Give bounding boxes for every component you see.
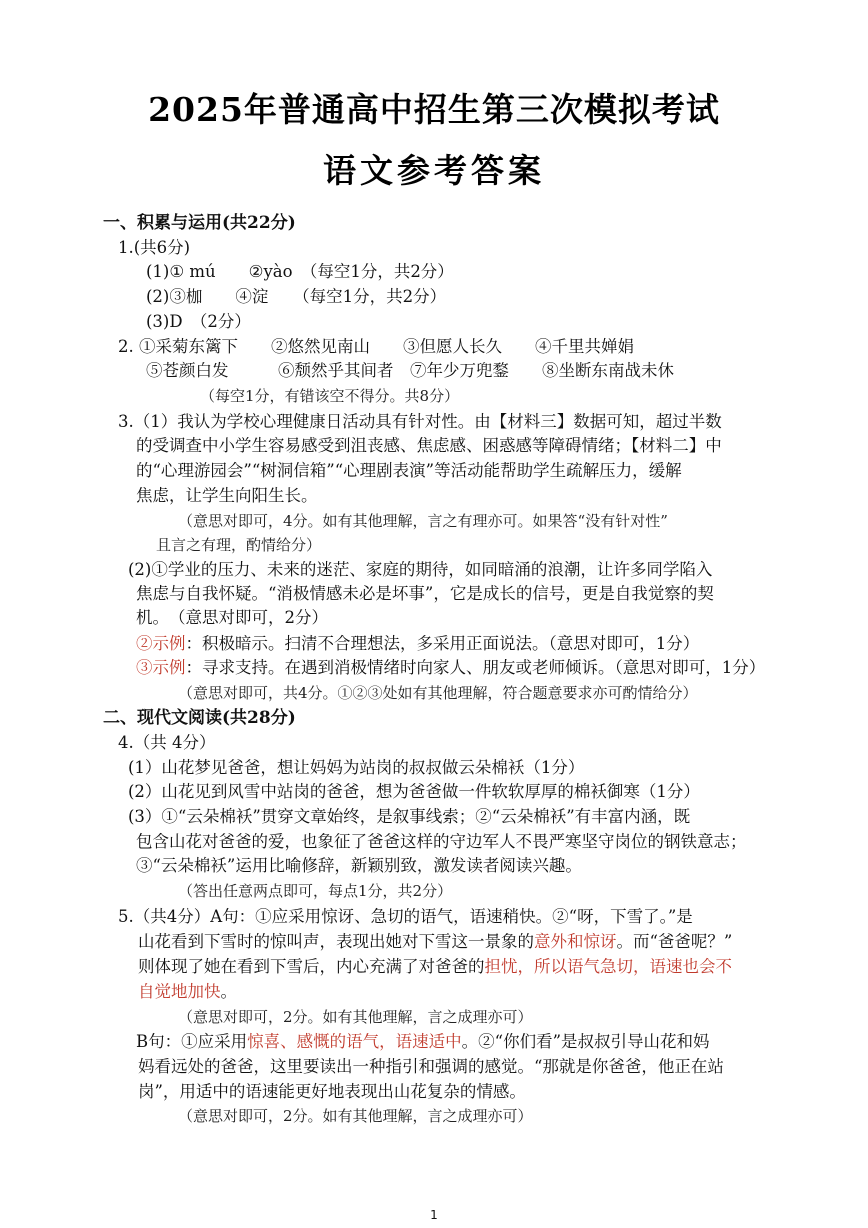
q3-p1-line4: 焦虑，让学生向阳生长。 (136, 486, 318, 505)
text: 。 (220, 982, 237, 1001)
highlight-text: 担忧，所以语气急切，语速也会不 (484, 957, 732, 976)
q2-line1: 2. ①采菊东篱下 ②悠然见南山 ③但愿人长久 ④千里共婵娟 (118, 337, 634, 356)
text: 。②“你们看”是叔叔引导山花和妈 (461, 1032, 710, 1051)
text: 。而“爸爸呢？” (616, 932, 733, 951)
q3-p1-note1: （意思对即可，4分。如有其他理解，言之有理亦可。如果答“没有针对性” (178, 512, 668, 530)
q5-b-note: （意思对即可，2分。如有其他理解，言之成理亦可） (178, 1107, 533, 1125)
q4-note: （答出任意两点即可，每点1分，共2分） (178, 882, 453, 900)
q4-part3-line2: 包含山花对爸爸的爱，也象征了爸爸这样的守边军人不畏严寒坚守岗位的钢铁意志； (136, 832, 747, 851)
example-label: 示例 (152, 634, 186, 653)
q5-b-line1 (136, 1030, 710, 1054)
text: 山花看到下雪时的惊叫声，表现出她对下雪这一景象的 (138, 932, 534, 951)
document-title: 2025年普通高中招生第三次模拟考试 (148, 90, 720, 129)
q4-part3-line1: (3）①“云朵棉袄”贯穿文章始终，是叙事线索；②“云朵棉袄”有丰富内涵，既 (128, 807, 691, 826)
q3-p2-example1 (136, 632, 699, 656)
highlight-text: 意外和惊讶 (534, 932, 617, 951)
circle-3-marker: ③ (136, 658, 153, 677)
q3-p2-line1: (2)①学业的压力、未来的迷茫、家庭的期待，如同暗涌的浪潮，让许多同学陷入 (128, 560, 713, 579)
q2-note: （每空1分，有错该空不得分。共8分） (200, 387, 460, 405)
circle-2-marker: ② (136, 634, 153, 653)
q3-p2-line2: 焦虑与自我怀疑。“消极情感未必是坏事”，它是成长的信号，更是自我觉察的契 (136, 584, 714, 603)
q4-part3-line3: ③“云朵棉袄”运用比喻修辞，新颖别致，激发读者阅读兴趣。 (136, 856, 582, 875)
q3-p2-example2 (136, 656, 765, 680)
q5-b-line2: 妈看远处的爸爸，这里要读出一种指引和强调的感觉。“那就是你爸爸，他正在站 (138, 1057, 724, 1076)
q1-part2: (2)③枷 ④淀 （每空1分，共2分） (146, 287, 447, 306)
q5-a-line3 (138, 955, 732, 979)
q4-heading: 4.（共 4分） (118, 733, 216, 752)
q3-p1-line2: 的受调查中小学生容易感受到沮丧感、焦虑感、困惑感等障碍情绪；【材料二】中 (136, 436, 722, 455)
document-subtitle: 语文参考答案 (323, 151, 545, 190)
q5-b-line3: 岗”，用适中的语速能更好地表现出山花复杂的情感。 (138, 1082, 526, 1101)
text: 则体现了她在看到下雪后，内心充满了对爸爸的 (138, 957, 485, 976)
q1-heading: 1.(共6分) (118, 238, 191, 257)
q3-p1-note2: 且言之有理，酌情给分） (156, 536, 322, 554)
example-text: ：积极暗示。扫清不合理想法，多采用正面说法。（意思对即可，1分） (185, 634, 700, 653)
section-heading-1: 一、积累与运用(共22分) (103, 213, 296, 233)
q4-part2: (2）山花见到风雪中站岗的爸爸，想为爸爸做一件软软厚厚的棉袄御寒（1分） (128, 782, 700, 801)
q3-p1-line3: 的“心理游园会”“树洞信箱”“心理剧表演”等活动能帮助学生疏解压力，缓解 (136, 461, 682, 480)
highlight-text: 自觉地加快 (138, 982, 221, 1001)
q5-a-line4 (138, 980, 237, 1004)
q1-part3: (3)D （2分） (146, 312, 251, 331)
q3-p2-line3: 机。 （意思对即可，2分） (136, 608, 328, 627)
q4-part1: (1）山花梦见爸爸，想让妈妈为站岗的叔叔做云朵棉袄（1分） (128, 758, 585, 777)
text: B句：①应采用 (136, 1032, 248, 1051)
q1-part1: (1)① mú ②yào （每空1分，共2分） (146, 262, 454, 281)
section-heading-2: 二、现代文阅读(共28分) (103, 708, 296, 728)
q2-line2: ⑤苍颜白发 ⑥颓然乎其间者 ⑦年少万兜鍪 ⑧坐断东南战未休 (146, 361, 674, 380)
example-text: ：寻求支持。在遇到消极情绪时向家人、朋友或老师倾诉。（意思对即可，1分） (185, 658, 766, 677)
q3-p1-line1: 3.（1）我认为学校心理健康日活动具有针对性。由【材料三】数据可知，超过半数 (118, 412, 722, 431)
highlight-text: 惊喜、感慨的语气，语速适中 (247, 1032, 462, 1051)
q5-a-line2 (138, 930, 732, 954)
q5-a-line1: 5.（共4分）A句：①应采用惊讶、急切的语气，语速稍快。②“呀，下雪了。”是 (118, 907, 693, 926)
example-label: 示例 (152, 658, 186, 677)
page-number: 1 (430, 1208, 438, 1222)
q5-a-note: （意思对即可，2分。如有其他理解，言之成理亦可） (178, 1008, 533, 1026)
q3-p2-note: （意思对即可，共4分。①②③处如有其他理解，符合题意要求亦可酌情给分） (178, 684, 698, 702)
